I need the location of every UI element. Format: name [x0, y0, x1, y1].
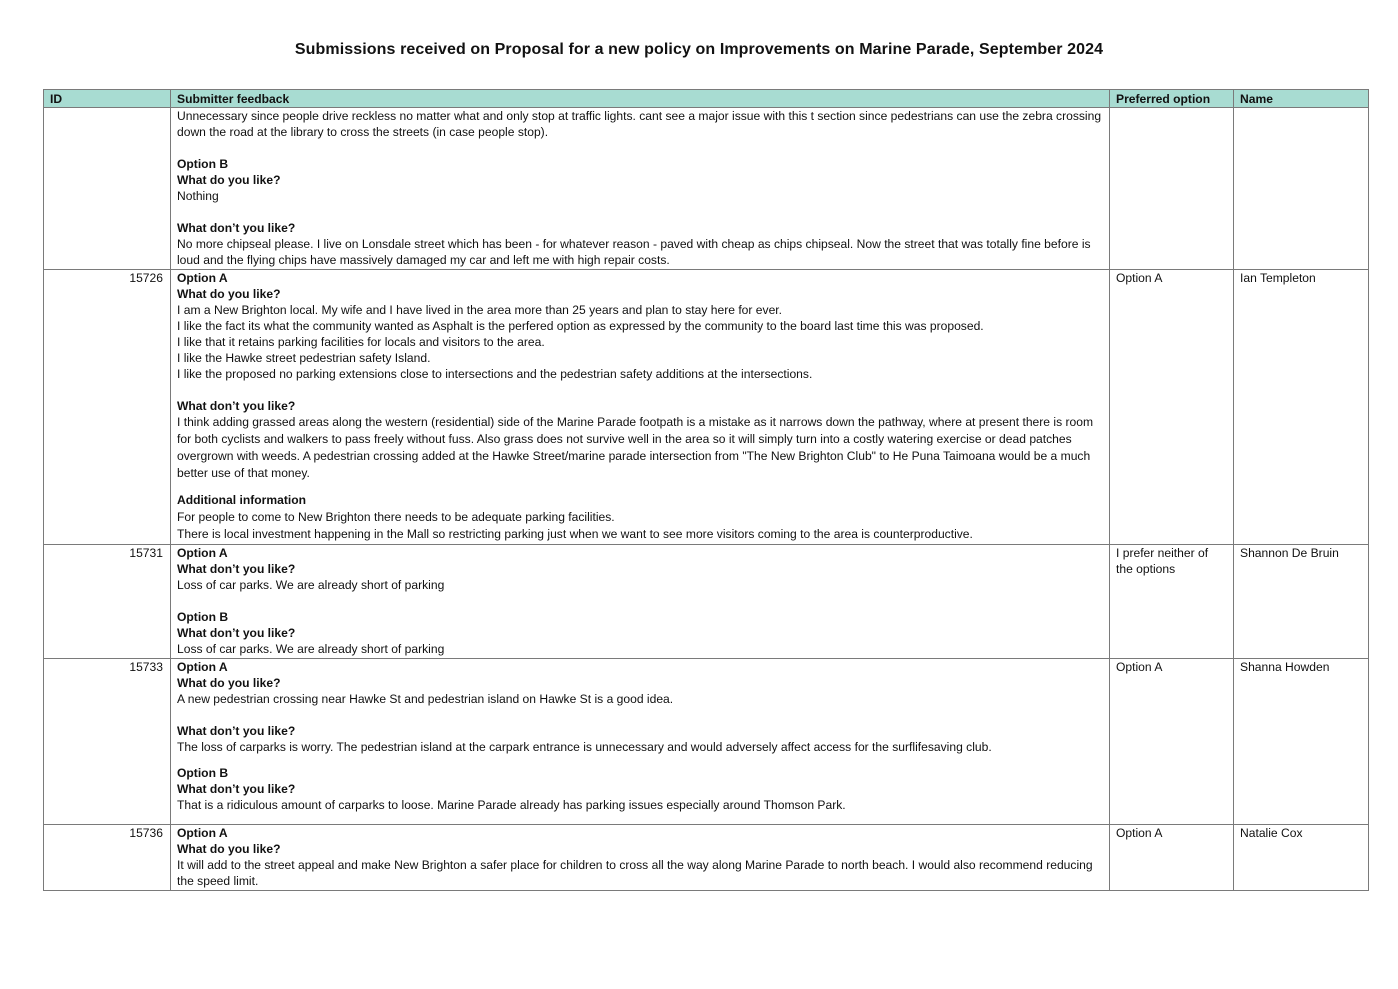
feedback-text: It will add to the street appeal and make New Brighton a safer place for children to cross all the way along Marine Parade to north beach. I would also recommend reducing the speed limit. [177, 858, 1093, 888]
feedback-text: A new pedestrian crossing near Hawke St and pedestrian island on Hawke St is a good idea. [177, 692, 674, 706]
page-title: Submissions received on Proposal for a new policy on Improvements on Marine Parade, September 2024 [294, 41, 1104, 58]
feedback-heading: What do you like? [177, 287, 281, 301]
feedback-heading: Option B [177, 766, 229, 780]
feedback-heading: Option A [177, 546, 228, 560]
feedback-heading: Option B [177, 157, 229, 171]
feedback-text: No more chipseal please. I live on Lonsdale street which has been - for whatever reason - paved with cheap as chips chipseal. Now the street that was totally fine before is loud and the flying chips have massively damaged my car and left me with high repair costs. [177, 237, 1091, 267]
feedback-text: There is local investment happening in the Mall so restricting parking just when we want to see more visitors coming to the area is counterproductive. [177, 527, 973, 541]
feedback-spacer [177, 813, 1103, 823]
feedback-heading: Additional information [177, 493, 306, 507]
feedback-text: Unnecessary since people drive reckless no matter what and only stop at traffic lights. cant see a major issue with this t section since pedestrians can use the zebra crossing down the road at the library to cross the streets (in case people stop). [177, 109, 1102, 139]
header-name: Name [1234, 90, 1369, 108]
feedback-text: I like that it retains parking facilities for locals and visitors to the area. [177, 335, 545, 349]
submitter-feedback [171, 659, 1110, 825]
feedback-text: Nothing [177, 189, 219, 203]
submission-id: 15731 [44, 545, 171, 659]
submission-id [44, 108, 171, 270]
feedback-heading: What don’t you like? [177, 782, 296, 796]
submitter-feedback [171, 545, 1110, 659]
feedback-spacer [177, 482, 1103, 492]
table-row [44, 825, 1369, 891]
feedback-spacer [177, 755, 1103, 765]
feedback-heading: What do you like? [177, 173, 281, 187]
submitter-feedback [171, 825, 1110, 891]
feedback-spacer [177, 707, 1103, 723]
preferred-option: Option A [1110, 270, 1234, 545]
feedback-text: That is a ridiculous amount of carparks to loose. Marine Parade already has parking issues especially around Thomson Park. [177, 798, 846, 812]
feedback-text: I like the proposed no parking extensions close to intersections and the pedestrian safety additions at the intersections. [177, 367, 813, 381]
feedback-text: Loss of car parks. We are already short of parking [177, 642, 445, 656]
feedback-heading: What don’t you like? [177, 626, 296, 640]
submitter-name [1234, 108, 1369, 270]
submission-id: 15736 [44, 825, 171, 891]
feedback-spacer [177, 204, 1103, 220]
feedback-spacer [177, 593, 1103, 609]
feedback-heading: Option A [177, 660, 228, 674]
table-row [44, 270, 1369, 545]
feedback-text: I am a New Brighton local. My wife and I have lived in the area more than 25 years and plan to stay here for ever. [177, 303, 783, 317]
feedback-text: I think adding grassed areas along the western (residential) side of the Marine Parade footpath is a mistake as it narrows down the pathway, where at present there is room for both cyclists and walkers to pass freely without fuss. Also grass does not survive well in the area so it will simply turn into a costly watering exercise or dead patches overgrown with weeds. A pedestrian crossing added at the Hawke Street/marine parade intersection from "The New Brighton Club" to He Puna Taimoana would be a much better use of that money. [177, 415, 1094, 480]
feedback-text: I like the fact its what the community wanted as Asphalt is the perfered option as expressed by the community to the board last time this was proposed. [177, 319, 984, 333]
feedback-heading: Option B [177, 610, 229, 624]
table-row [44, 659, 1369, 825]
submitter-feedback [171, 108, 1110, 270]
feedback-heading: Option A [177, 271, 228, 285]
submitter-name: Natalie Cox [1234, 825, 1369, 891]
submitter-feedback [171, 270, 1110, 545]
submission-id: 15733 [44, 659, 171, 825]
feedback-text: For people to come to New Brighton there needs to be adequate parking facilities. [177, 510, 615, 524]
feedback-text: The loss of carparks is worry. The pedestrian island at the carpark entrance is unnecessary and would adversely affect access for the surflifesaving club. [177, 740, 992, 754]
feedback-heading: What don’t you like? [177, 562, 296, 576]
table-body [44, 108, 1369, 891]
table-header-row [44, 90, 1369, 108]
header-id: ID [44, 90, 171, 108]
feedback-text: I like the Hawke street pedestrian safety Island. [177, 351, 431, 365]
feedback-heading: What do you like? [177, 676, 281, 690]
submitter-name: Shanna Howden [1234, 659, 1369, 825]
table-row [44, 545, 1369, 659]
feedback-spacer [177, 382, 1103, 398]
preferred-option [1110, 108, 1234, 270]
preferred-option: Option A [1110, 659, 1234, 825]
feedback-heading: What don’t you like? [177, 399, 296, 413]
feedback-heading: What don’t you like? [177, 724, 296, 738]
submission-id: 15726 [44, 270, 171, 545]
header-preferred-option: Preferred option [1110, 90, 1234, 108]
submitter-name: Shannon De Bruin [1234, 545, 1369, 659]
submissions-table [43, 89, 1369, 891]
feedback-heading: Option A [177, 826, 228, 840]
preferred-option: I prefer neither of the options [1110, 545, 1234, 659]
feedback-heading: What don’t you like? [177, 221, 296, 235]
header-feedback: Submitter feedback [171, 90, 1110, 108]
feedback-spacer [177, 140, 1103, 156]
submitter-name: Ian Templeton [1234, 270, 1369, 545]
feedback-heading: What do you like? [177, 842, 281, 856]
feedback-text: Loss of car parks. We are already short of parking [177, 578, 445, 592]
table-row [44, 108, 1369, 270]
preferred-option: Option A [1110, 825, 1234, 891]
